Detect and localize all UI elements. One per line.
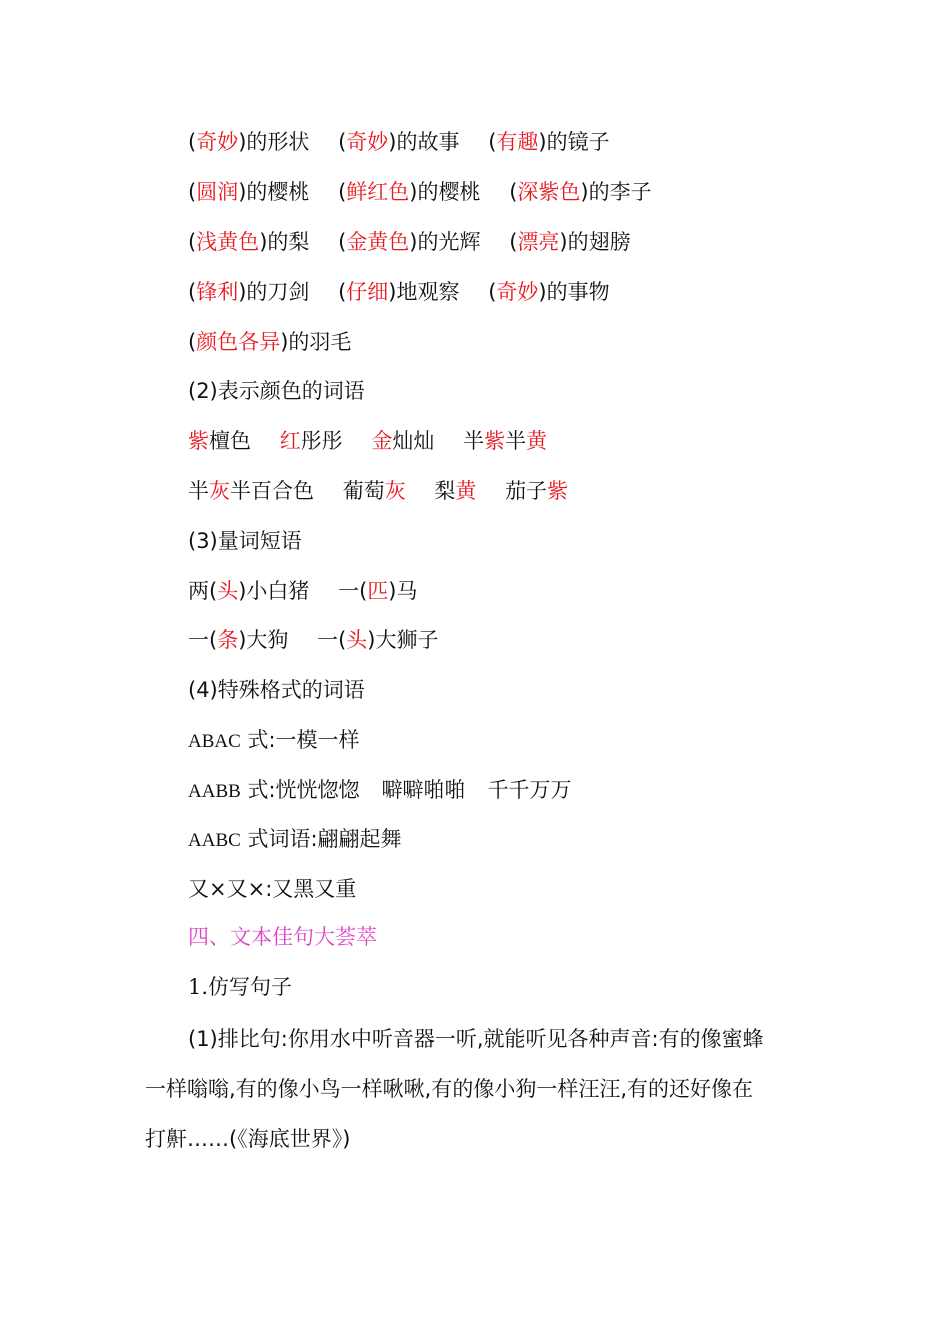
answer-text: 深紫色 <box>517 180 581 204</box>
format-label: AABB <box>188 781 241 802</box>
phrase-item: (浅黄色)的梨 <box>188 230 310 254</box>
measure-words-row-2 <box>188 625 439 655</box>
answer-text: 奇妙 <box>196 130 239 154</box>
color-words-row-2 <box>188 476 568 506</box>
format-label: ABAC <box>188 731 241 752</box>
phrase-item: (奇妙)的形状 <box>188 130 310 154</box>
abac-line: ABAC 式:一模一样 <box>188 728 360 752</box>
answer-text: 金黄色 <box>346 230 410 254</box>
paragraph-line-2: 一样嗡嗡,有的像小鸟一样啾啾,有的像小狗一样汪汪,有的还好像在 <box>145 1077 754 1101</box>
phrase-row-2 <box>188 177 652 207</box>
answer-text: 锋利 <box>196 280 239 304</box>
color-words-heading: (2)表示颜色的词语 <box>188 379 365 403</box>
aabb-line: AABB 式:恍恍惚惚 噼噼啪啪 千千万万 <box>188 778 572 802</box>
answer-text: 鲜红色 <box>346 180 410 204</box>
color-word: 半灰半百合色 <box>188 479 314 503</box>
answer-text: 奇妙 <box>346 130 389 154</box>
phrase-row-3 <box>188 227 631 257</box>
phrase-item: (深紫色)的李子 <box>509 180 652 204</box>
you-x-you-x-line: 又×又×:又黑又重 <box>188 877 357 901</box>
answer-text: 条 <box>217 628 239 652</box>
measure-words-row-1 <box>188 576 418 606</box>
phrase-row-4 <box>188 277 610 307</box>
phrase-item: (圆润)的樱桃 <box>188 180 310 204</box>
aabc-line: AABC 式词语:翩翩起舞 <box>188 827 402 851</box>
color-word: 半紫半黄 <box>463 429 548 453</box>
phrase-item: (金黄色)的光辉 <box>338 230 481 254</box>
phrase-item: (有趣)的镜子 <box>488 130 610 154</box>
color-word: 葡萄灰 <box>342 479 406 503</box>
phrase-row-5 <box>188 327 351 357</box>
subsection-heading: 1.仿写句子 <box>188 975 293 999</box>
phrase-item: (奇妙)的事物 <box>488 280 610 304</box>
answer-text: 头 <box>346 628 368 652</box>
answer-text: 头 <box>217 579 239 603</box>
phrase-item: (颜色各异)的羽毛 <box>188 330 352 354</box>
paragraph-line-3: 打鼾……(《海底世界》) <box>145 1127 351 1151</box>
color-word: 金灿灿 <box>371 429 435 453</box>
color-word: 梨黄 <box>434 479 477 503</box>
phrase-item: 两(头)小白猪 <box>188 579 310 603</box>
measure-words-heading: (3)量词短语 <box>188 529 302 553</box>
phrase-item: (奇妙)的故事 <box>338 130 460 154</box>
answer-text: 匹 <box>367 579 389 603</box>
color-words-row-1 <box>188 426 547 456</box>
paragraph-line-1: (1)排比句:你用水中听音器一听,就能听见各种声音:有的像蜜蜂 <box>188 1027 764 1051</box>
color-word: 茄子紫 <box>505 479 569 503</box>
answer-text: 奇妙 <box>496 280 539 304</box>
phrase-item: (仔细)地观察 <box>338 280 460 304</box>
phrase-item: 一(条)大狗 <box>188 628 289 652</box>
special-formats-heading: (4)特殊格式的词语 <box>188 678 365 702</box>
phrase-item: 一(头)大狮子 <box>317 628 439 652</box>
format-label: AABC <box>188 830 241 851</box>
phrase-item: 一(匹)马 <box>338 579 418 603</box>
phrase-item: (锋利)的刀剑 <box>188 280 310 304</box>
answer-text: 有趣 <box>496 130 539 154</box>
color-word: 紫檀色 <box>188 429 251 453</box>
section-heading: 四、文本佳句大荟萃 <box>188 925 377 949</box>
answer-text: 漂亮 <box>517 230 560 254</box>
phrase-item: (漂亮)的翅膀 <box>509 230 631 254</box>
answer-text: 颜色各异 <box>196 330 281 354</box>
phrase-row-1 <box>188 127 610 157</box>
phrase-item: (鲜红色)的樱桃 <box>338 180 481 204</box>
answer-text: 浅黄色 <box>196 230 260 254</box>
answer-text: 圆润 <box>196 180 239 204</box>
color-word: 红彤彤 <box>279 429 343 453</box>
answer-text: 仔细 <box>346 280 389 304</box>
